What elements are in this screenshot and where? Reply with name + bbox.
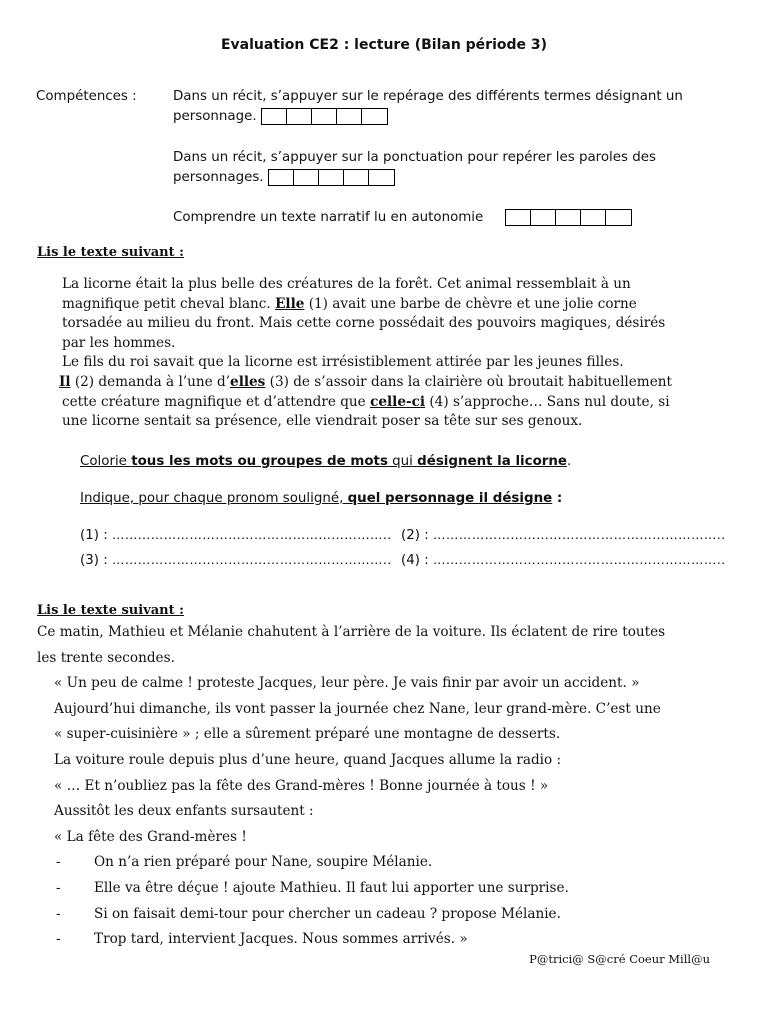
dialogue-text: Si on faisait demi-tour pour chercher un cadeau ? propose Mélanie. [94, 905, 561, 922]
text-line: les trente secondes. [37, 649, 175, 666]
text-fragment: (4) s’approche… Sans nul doute, si [425, 393, 670, 410]
score-grid-3 [505, 209, 632, 226]
instr-fragment: tous les mots ou groupes de mots [131, 454, 388, 469]
dialogue-line [37, 902, 665, 928]
competences-label: Compétences : [36, 89, 137, 104]
text-line: La licorne était la plus belle des créatures de la forêt. Cet animal ressemblait à un [62, 276, 631, 292]
text-line: « super-cuisinière » ; elle a sûrement préparé une montagne de desserts. [54, 726, 561, 743]
text-line: Ce matin, Mathieu et Mélanie chahutent à l’arrière de la voiture. Ils éclatent de rire toutes [37, 624, 666, 640]
competence-3-line1: Comprendre un texte narratif lu en autonomie [173, 210, 484, 225]
text-line: « … Et n’oubliez pas la fête des Grand-mères ! Bonne journée à tous ! » [54, 777, 549, 794]
competence-1-line2: personnage. [173, 109, 257, 124]
instruction-indique [80, 491, 562, 506]
answer-label: (3) : [80, 553, 112, 568]
dash: - [56, 854, 61, 871]
instr-fragment: qui [387, 454, 418, 469]
text-fragment: (1) avait une barbe de chèvre et une jolie corne [304, 295, 637, 312]
answer-label: (2) : [401, 528, 433, 543]
score-grid-1 [261, 108, 388, 125]
instr-fragment: Colorie [80, 454, 132, 469]
text-line: torsadée au milieu du front. Mais cette corne possédait des pouvoirs magiques, désirés [62, 315, 666, 332]
competence-3 [173, 208, 632, 228]
section2-heading: Lis le texte suivant : [37, 603, 184, 618]
dash: - [56, 931, 61, 948]
text-line: Aussitôt les deux enfants sursautent : [54, 803, 314, 820]
dialogue-line [37, 850, 665, 876]
page-title: Evaluation CE2 : lecture (Bilan période 3) [220, 37, 548, 53]
dialogue-line [37, 927, 665, 953]
answer-1[interactable] [80, 527, 392, 543]
instr-fragment: quel personnage il désigne [347, 491, 553, 506]
dialogue-text: Trop tard, intervient Jacques. Nous sommes arrivés. » [94, 931, 468, 948]
mathieu-text [37, 620, 665, 953]
answer-2[interactable] [401, 527, 726, 543]
pronoun-3: elles [230, 373, 266, 390]
pronoun-2: Il [59, 373, 71, 390]
competence-2 [173, 148, 656, 188]
answer-4[interactable] [401, 552, 726, 568]
instruction-colorie [80, 454, 571, 469]
text-line: « Un peu de calme ! proteste Jacques, leur père. Je vais finir par avoir un accident. » [54, 675, 640, 692]
dash: - [56, 879, 61, 896]
answer-dots[interactable]: ……………………………………………………….. [112, 552, 392, 567]
instr-fragment: . [567, 454, 572, 469]
instr-fragment: Indique, pour chaque pronom souligné, [80, 491, 348, 506]
text-fragment: cette créature magnifique et d’attendre que [62, 393, 371, 410]
section1-heading: Lis le texte suivant : [37, 245, 184, 260]
text-fragment: magnifique petit cheval blanc. [62, 295, 276, 312]
score-grid-2 [268, 169, 395, 186]
answer-label: (4) : [401, 553, 433, 568]
answer-dots[interactable]: ……………………………………………………….. [112, 527, 392, 542]
dialogue-text: Elle va être déçue ! ajoute Mathieu. Il faut lui apporter une surprise. [94, 879, 569, 896]
pronoun-4: celle-ci [370, 393, 426, 410]
dialogue-line [37, 876, 665, 902]
pronoun-1: Elle [275, 295, 305, 312]
dialogue-text: On n’a rien préparé pour Nane, soupire Mélanie. [94, 854, 433, 871]
instr-fragment: désignent la licorne [417, 454, 568, 469]
answer-label: (1) : [80, 528, 112, 543]
answer-dots[interactable]: ………………………………………………………….. [433, 552, 726, 567]
answer-dots[interactable]: ………………………………………………………….. [433, 527, 726, 542]
competence-1-line1: Dans un récit, s’appuyer sur le repérage des différents termes désignant un [173, 89, 683, 104]
competence-2-line2: personnages. [173, 170, 264, 185]
competence-1 [173, 87, 683, 127]
dash: - [56, 905, 61, 922]
text-line: « La fête des Grand-mères ! [54, 828, 247, 845]
text-fragment: (3) de s’assoir dans la clairière où broutait habituellement [265, 373, 672, 390]
text-line: une licorne sentait sa présence, elle viendrait poser sa tête sur ses genoux. [62, 413, 583, 430]
instr-fragment: : [552, 491, 563, 506]
text-line: par les hommes. [62, 334, 176, 351]
text-line: La voiture roule depuis plus d’une heure, quand Jacques allume la radio : [54, 751, 562, 768]
licorne-text [59, 275, 672, 432]
text-line: Aujourd’hui dimanche, ils vont passer la journée chez Nane, leur grand-mère. C’est une [54, 700, 661, 717]
text-line: Le fils du roi savait que la licorne est irrésistiblement attirée par les jeunes filles. [62, 354, 624, 371]
answer-3[interactable] [80, 552, 392, 568]
footer-signature: P@trici@ S@cré Coeur Mill@u [529, 952, 710, 966]
text-fragment: (2) demanda à l’une d’ [70, 373, 231, 390]
competence-2-line1: Dans un récit, s’appuyer sur la ponctuation pour repérer les paroles des [173, 150, 656, 165]
